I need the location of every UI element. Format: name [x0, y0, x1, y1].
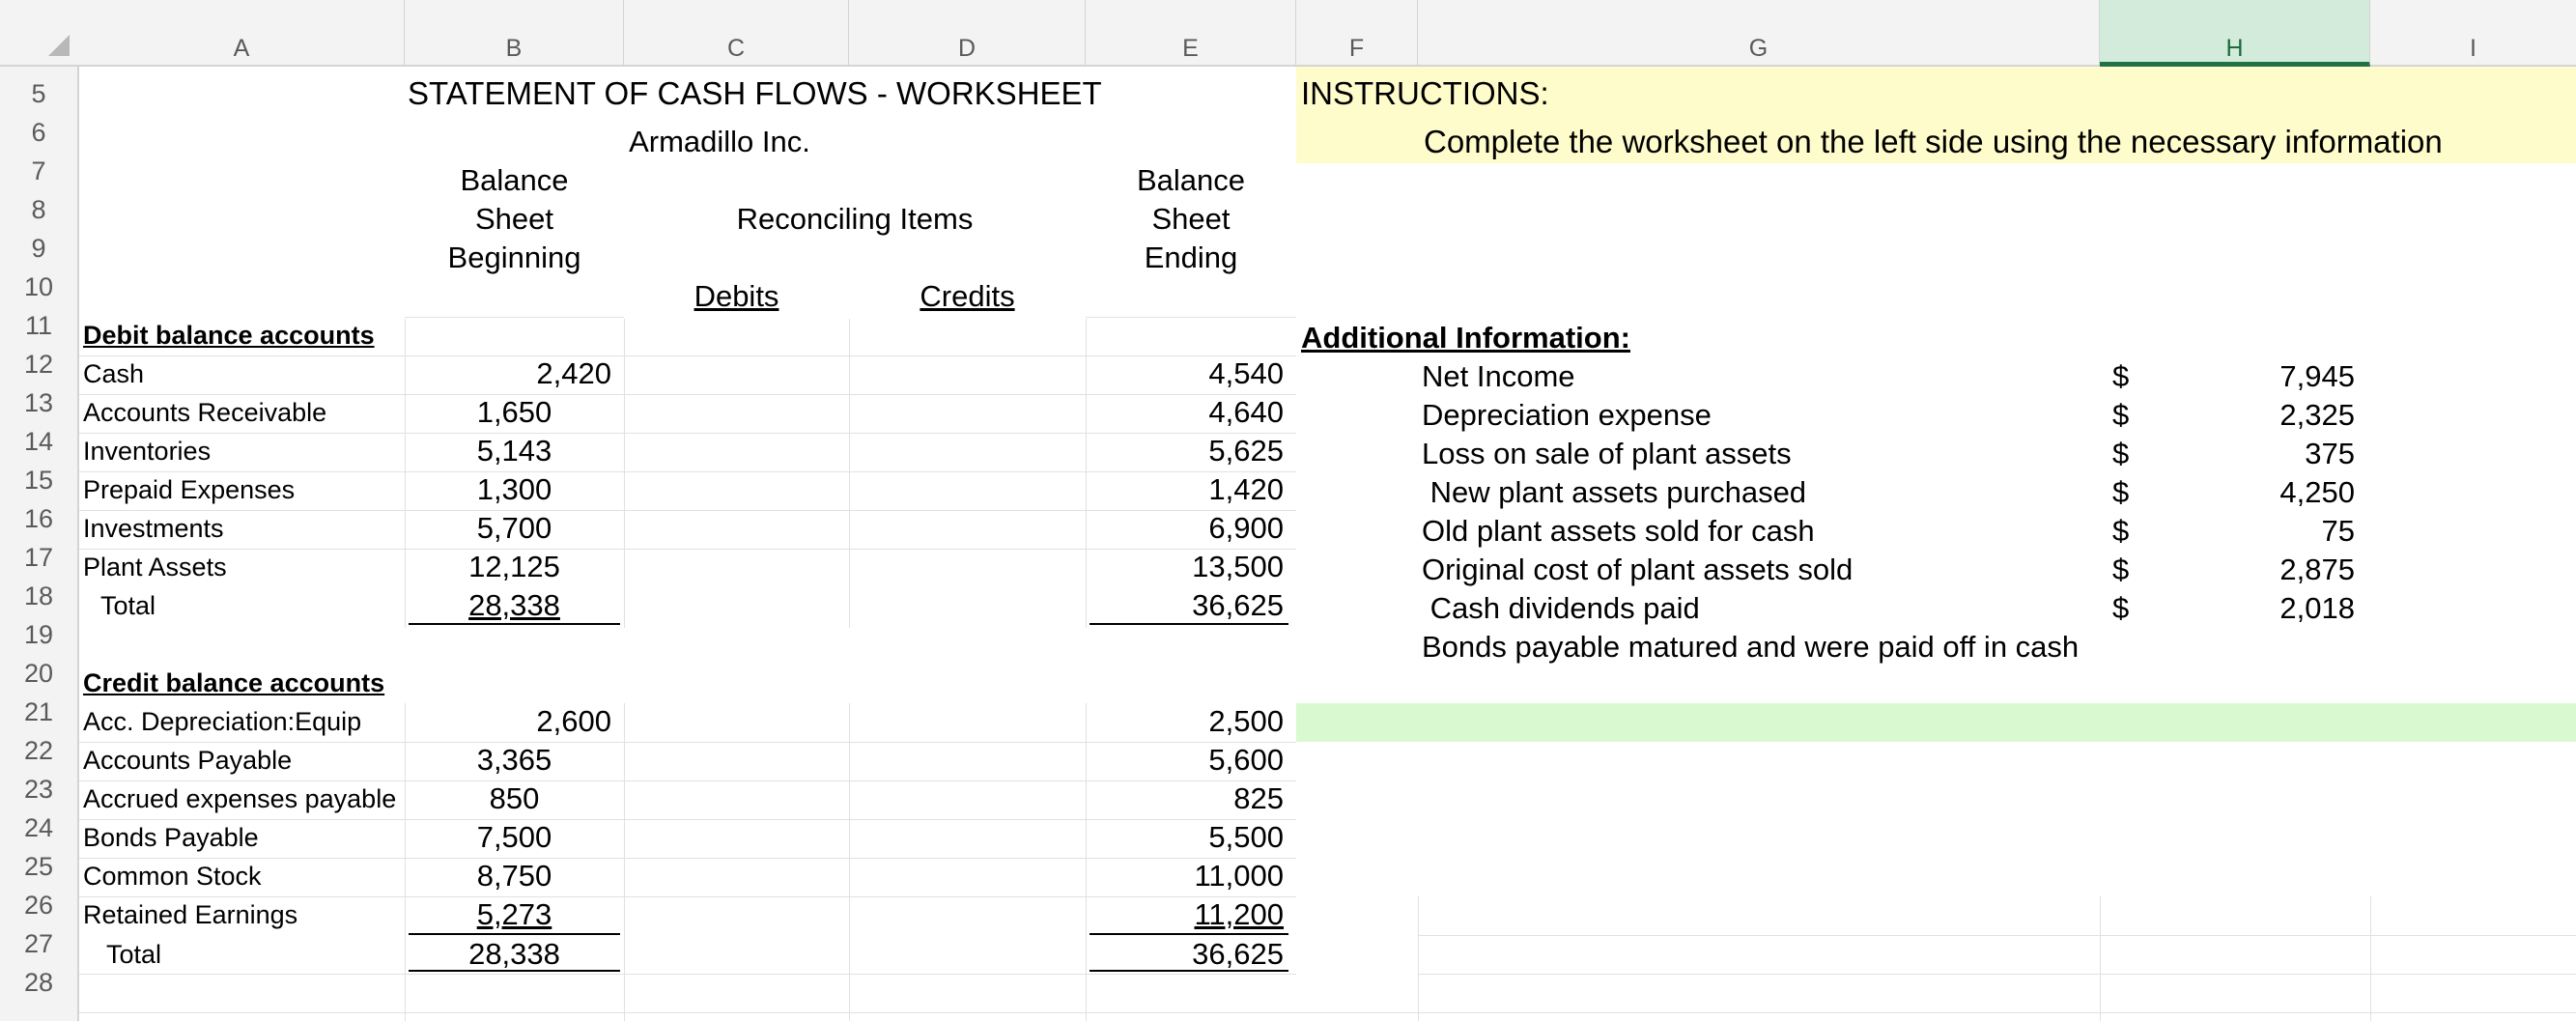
ending-balance[interactable]: 2,500	[1208, 704, 1284, 738]
account-name: Investments	[83, 514, 224, 543]
gridline	[79, 974, 1296, 975]
beginning-balance[interactable]: 8,750	[476, 859, 552, 893]
currency-symbol: $	[2112, 475, 2130, 509]
total-label: Total	[100, 591, 156, 620]
info-label: Old plant assets sold for cash	[1422, 514, 1815, 548]
currency-symbol: $	[2112, 553, 2130, 586]
ending-balance[interactable]: 6,900	[1208, 511, 1284, 545]
row-header[interactable]: 10	[23, 272, 54, 301]
column-header-bar	[0, 0, 2576, 67]
account-name: Bonds Payable	[83, 823, 259, 852]
row-header[interactable]: 24	[23, 813, 54, 842]
column-header-c[interactable]: C	[624, 0, 849, 67]
ending-balance[interactable]: 4,540	[1208, 356, 1284, 390]
gridline	[79, 1012, 2576, 1013]
currency-symbol: $	[2112, 359, 2130, 393]
credit-total-beginning[interactable]: 28,338	[468, 937, 560, 971]
column-header-g[interactable]: G	[1418, 0, 2100, 67]
info-value[interactable]: 4,250	[2279, 475, 2355, 509]
currency-symbol: $	[2112, 591, 2130, 625]
credits-header: Credits	[920, 279, 1015, 313]
info-label: New plant assets purchased	[1422, 475, 1807, 509]
ending-balance[interactable]: 13,500	[1192, 550, 1284, 583]
ending-balance[interactable]: 11,000	[1194, 859, 1284, 893]
credit-section-label: Credit balance accounts	[83, 668, 385, 697]
ending-balance[interactable]: 5,500	[1208, 820, 1284, 854]
account-name: Cash	[83, 359, 145, 388]
ending-balance[interactable]: 5,625	[1208, 434, 1284, 468]
credit-total-ending[interactable]: 36,625	[1192, 937, 1284, 971]
total-label: Total	[106, 940, 162, 969]
row-header[interactable]: 25	[23, 852, 54, 881]
beginning-balance[interactable]: 5,700	[476, 511, 552, 545]
col-b-header-line2: Sheet	[474, 202, 553, 236]
col-e-header-line3: Ending	[1144, 241, 1238, 274]
info-label: Loss on sale of plant assets	[1422, 437, 1792, 470]
ending-balance[interactable]: 4,640	[1208, 395, 1284, 429]
gridline	[849, 319, 850, 628]
gridline	[2370, 896, 2371, 1021]
column-header-f[interactable]: F	[1296, 0, 1418, 67]
info-value[interactable]: 2,018	[2279, 591, 2355, 625]
col-b-header-line3: Beginning	[447, 241, 581, 274]
beginning-balance[interactable]: 12,125	[468, 550, 560, 583]
column-header-b[interactable]: B	[405, 0, 624, 67]
info-label: Depreciation expense	[1422, 398, 1712, 432]
reconciling-items-header: Reconciling Items	[736, 202, 974, 236]
account-name: Accrued expenses payable	[83, 784, 397, 813]
gridline	[1418, 935, 2576, 936]
info-value[interactable]: 7,945	[2279, 359, 2355, 393]
gridline	[2100, 896, 2101, 1021]
col-e-header-line2: Sheet	[1151, 202, 1231, 236]
debits-header: Debits	[694, 279, 779, 313]
column-header-h[interactable]: H	[2100, 0, 2370, 67]
column-header-d[interactable]: D	[849, 0, 1086, 67]
column-header-i[interactable]: I	[2470, 35, 2477, 62]
row-21-highlight	[1296, 703, 2576, 742]
info-label: Original cost of plant assets sold	[1422, 553, 1854, 586]
gridline	[1418, 896, 1419, 1021]
beginning-balance[interactable]: 850	[489, 781, 540, 815]
row-header[interactable]: 28	[23, 968, 54, 997]
account-name: Retained Earnings	[83, 900, 298, 929]
row-header[interactable]: 16	[23, 504, 54, 533]
account-name: Common Stock	[83, 862, 262, 891]
row-header[interactable]: 13	[23, 388, 54, 417]
row-header[interactable]: 7	[31, 156, 46, 185]
beginning-balance[interactable]: 1,300	[476, 472, 552, 506]
row-header[interactable]: 19	[23, 620, 54, 649]
account-name: Accounts Payable	[83, 746, 293, 775]
debit-total-beginning[interactable]: 28,338	[468, 588, 560, 622]
row-header[interactable]: 20	[23, 659, 54, 688]
row-header[interactable]: 15	[23, 466, 54, 495]
row-header-bar	[0, 67, 79, 1021]
row-header[interactable]: 12	[23, 350, 54, 379]
row-header[interactable]: 21	[23, 697, 54, 726]
row-header[interactable]: 5	[31, 79, 46, 108]
row-header[interactable]: 26	[23, 891, 54, 920]
additional-info-heading: Additional Information:	[1301, 321, 1630, 355]
account-name: Prepaid Expenses	[83, 475, 296, 504]
beginning-balance[interactable]: 7,500	[476, 820, 552, 854]
col-b-header-line1: Balance	[460, 163, 569, 197]
gridline	[1086, 317, 1296, 318]
debit-total-ending[interactable]: 36,625	[1192, 588, 1284, 622]
info-value[interactable]: 2,325	[2279, 398, 2355, 432]
debit-section-label: Debit balance accounts	[83, 321, 375, 350]
info-label: Bonds payable matured and were paid off in cash	[1422, 630, 2080, 664]
instructions-text: Complete the worksheet on the left side using the necessary information	[1424, 124, 2443, 159]
row-header[interactable]: 14	[23, 427, 54, 456]
currency-symbol: $	[2112, 398, 2130, 432]
gridline	[624, 319, 625, 628]
info-value[interactable]: 2,875	[2279, 553, 2355, 586]
ending-balance[interactable]: 1,420	[1208, 472, 1284, 506]
row-header[interactable]: 18	[23, 581, 54, 610]
account-name: Accounts Receivable	[83, 398, 327, 427]
row-header[interactable]: 6	[31, 118, 46, 147]
currency-symbol: $	[2112, 514, 2130, 548]
row-header[interactable]: 27	[23, 929, 54, 958]
ending-balance[interactable]: 11,200	[1194, 897, 1284, 931]
beginning-balance[interactable]: 2,600	[536, 704, 611, 738]
gridline	[405, 317, 624, 318]
beginning-balance[interactable]: 5,273	[476, 897, 552, 931]
worksheet-title: STATEMENT OF CASH FLOWS - WORKSHEET	[408, 75, 1102, 111]
info-value[interactable]: 375	[2305, 437, 2355, 470]
account-name: Inventories	[83, 437, 212, 466]
row-header[interactable]: 22	[23, 736, 54, 765]
row-header[interactable]: 11	[24, 311, 53, 340]
beginning-balance[interactable]: 2,420	[536, 356, 611, 390]
select-all-corner[interactable]	[0, 0, 79, 67]
beginning-balance[interactable]: 5,143	[476, 434, 552, 468]
column-header-e[interactable]: E	[1086, 0, 1296, 67]
account-name: Acc. Depreciation:Equip	[83, 707, 362, 736]
row-header[interactable]: 8	[31, 195, 46, 224]
currency-symbol: $	[2112, 437, 2130, 470]
info-label: Net Income	[1422, 359, 1575, 393]
instructions-heading: INSTRUCTIONS:	[1301, 75, 1549, 111]
info-value[interactable]: 75	[2321, 514, 2355, 548]
beginning-balance[interactable]: 3,365	[476, 743, 552, 777]
beginning-balance[interactable]: 1,650	[476, 395, 552, 429]
row-header[interactable]: 23	[23, 775, 54, 804]
column-header-a[interactable]: A	[79, 0, 405, 67]
company-name: Armadillo Inc.	[629, 125, 810, 158]
ending-balance[interactable]: 5,600	[1208, 743, 1284, 777]
col-e-header-line1: Balance	[1136, 163, 1246, 197]
account-name: Plant Assets	[83, 553, 227, 581]
ending-balance[interactable]: 825	[1233, 781, 1284, 815]
row-header[interactable]: 17	[23, 543, 54, 572]
row-header[interactable]: 9	[31, 234, 46, 263]
info-label: Cash dividends paid	[1422, 591, 1700, 625]
gridline	[1418, 974, 2576, 975]
